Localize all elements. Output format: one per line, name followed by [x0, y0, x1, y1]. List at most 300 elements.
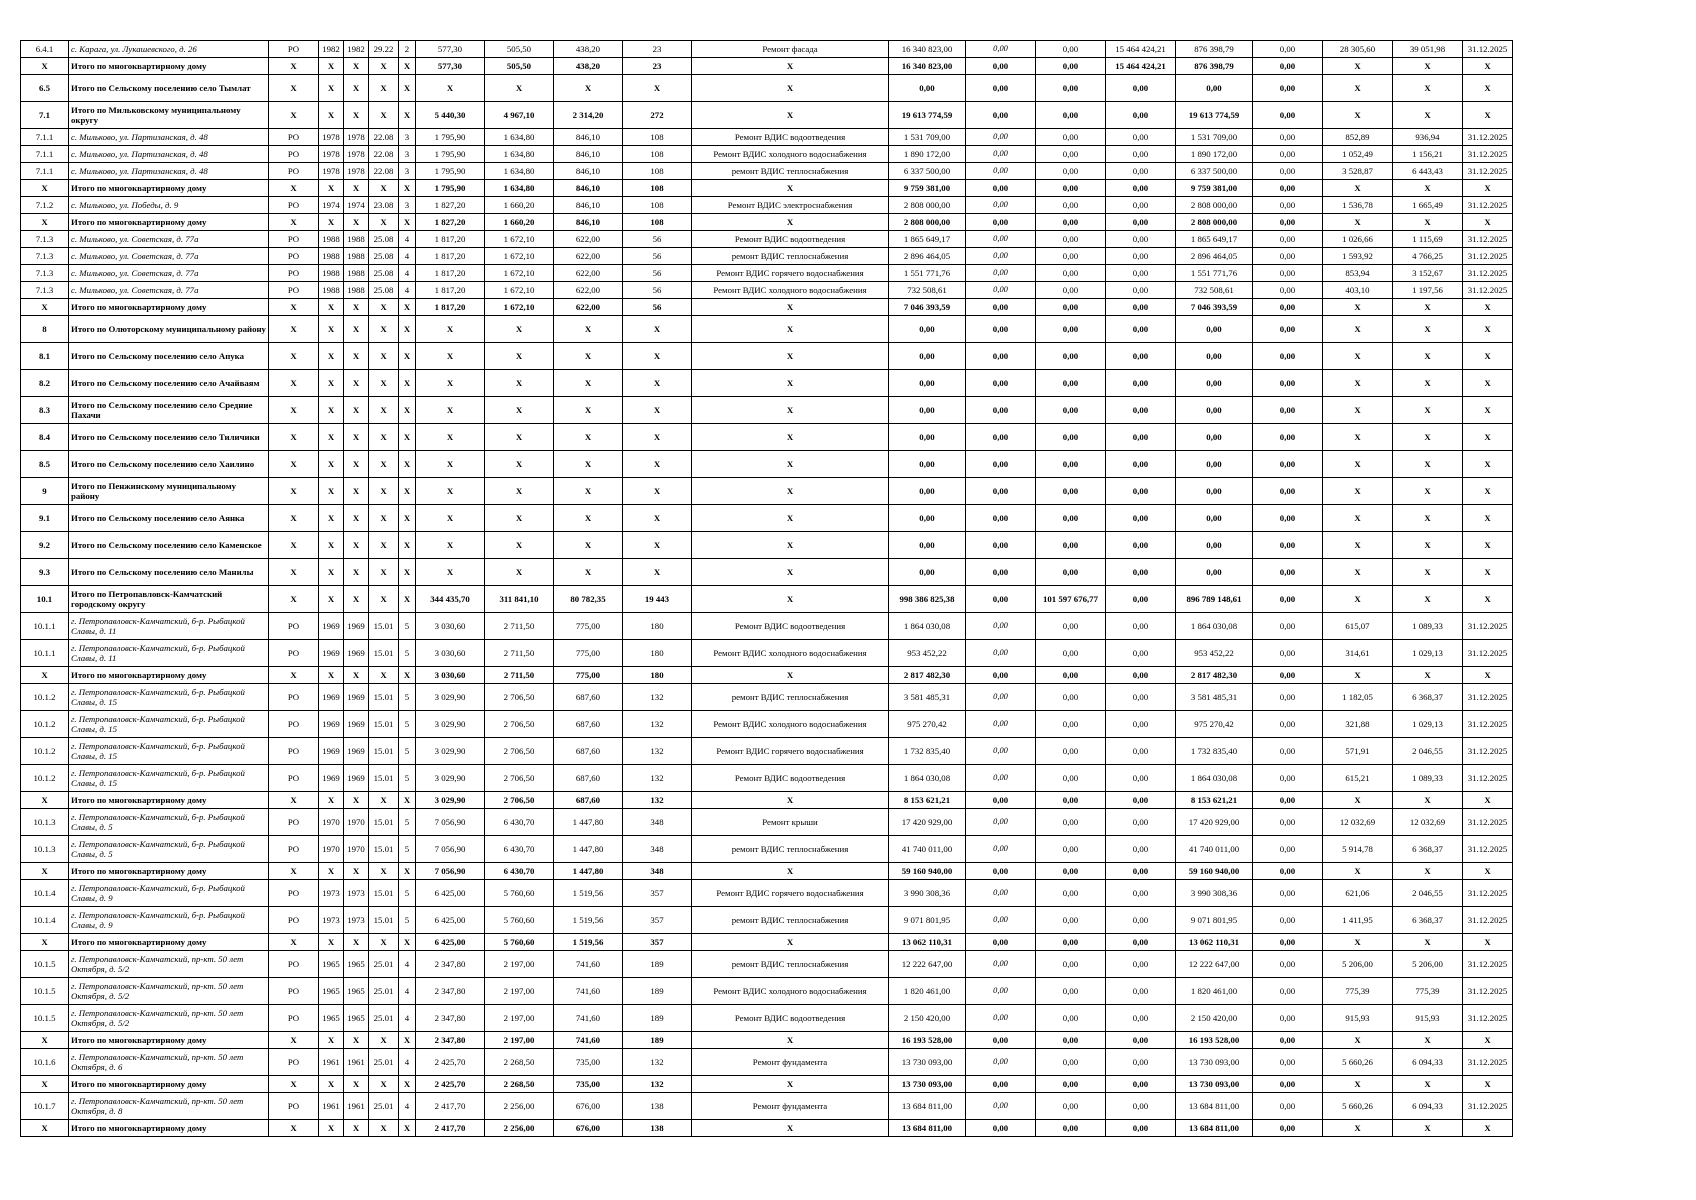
table-cell: X — [344, 58, 369, 75]
table-cell: X — [319, 505, 344, 532]
table-cell: Итого по Сельскому поселению село Хаилино — [69, 451, 269, 478]
total-row — [21, 58, 1513, 75]
table-cell: 0,00 — [1253, 738, 1323, 765]
table-cell: 1988 — [319, 231, 344, 248]
table-cell: X — [21, 934, 69, 951]
table-cell: 8.4 — [21, 424, 69, 451]
table-cell: 1 447,80 — [554, 863, 623, 880]
table-cell: Итого по многоквартирному дому — [69, 1120, 269, 1137]
table-cell: 0,00 — [1253, 836, 1323, 863]
table-cell: X — [369, 397, 399, 424]
table-cell: X — [692, 792, 889, 809]
table-cell: X — [319, 1032, 344, 1049]
table-cell: 953 452,22 — [889, 640, 966, 667]
table-cell: 0,00 — [1253, 343, 1323, 370]
table-cell: X — [1463, 1076, 1513, 1093]
table-cell: X — [1393, 370, 1463, 397]
table-cell: г. Петропавловск-Камчатский, пр-кт. 50 лет Октября, д. 8 — [69, 1093, 269, 1120]
table-cell: Итого по многоквартирному дому — [69, 299, 269, 316]
table-cell: 0,00 — [1106, 370, 1176, 397]
table-cell: 1 827,20 — [416, 197, 485, 214]
table-cell: 0,00 — [966, 792, 1036, 809]
table-cell: 0,00 — [1106, 129, 1176, 146]
table-cell: 1974 — [344, 197, 369, 214]
table-cell: X — [319, 532, 344, 559]
table-cell: 1 660,20 — [485, 214, 554, 231]
table-cell: 0,00 — [966, 180, 1036, 197]
table-cell: 31.12.2025 — [1463, 163, 1513, 180]
table-cell: 0,00 — [1106, 505, 1176, 532]
table-cell: 0,00 — [889, 424, 966, 451]
table-cell: 15.01 — [369, 613, 399, 640]
table-cell: 5 440,30 — [416, 102, 485, 129]
table-cell: 505,50 — [485, 41, 554, 58]
table-cell: 9 759 381,00 — [889, 180, 966, 197]
table-cell: X — [399, 586, 416, 613]
table-cell: ремонт ВДИС теплоснабжения — [692, 951, 889, 978]
table-cell: Итого по многоквартирному дому — [69, 180, 269, 197]
table-cell: 0,00 — [889, 559, 966, 586]
total-row — [21, 299, 1513, 316]
table-cell: X — [1323, 370, 1393, 397]
table-cell: 0,00 — [1106, 75, 1176, 102]
table-cell: X — [692, 667, 889, 684]
table-cell: 0,00 — [1036, 265, 1106, 282]
table-cell: 0,00 — [966, 248, 1036, 265]
total-row — [21, 75, 1513, 102]
table-cell: X — [416, 505, 485, 532]
table-cell: X — [1463, 478, 1513, 505]
table-cell: 0,00 — [1176, 505, 1253, 532]
table-cell: 1961 — [319, 1049, 344, 1076]
table-cell: 5 — [399, 836, 416, 863]
table-cell: 0,00 — [1106, 248, 1176, 265]
table-cell: X — [369, 370, 399, 397]
table-cell: 0,00 — [1253, 163, 1323, 180]
table-cell: 0,00 — [1253, 880, 1323, 907]
table-cell: 0,00 — [1036, 163, 1106, 180]
table-cell: 0,00 — [1253, 559, 1323, 586]
table-cell: 15.01 — [369, 684, 399, 711]
table-cell: 0,00 — [1036, 180, 1106, 197]
table-cell: X — [485, 559, 554, 586]
table-cell: 1970 — [319, 836, 344, 863]
table-cell: 6 430,70 — [485, 836, 554, 863]
table-cell: Ремонт фундамента — [692, 1093, 889, 1120]
table-cell: Ремонт ВДИС горячего водоснабжения — [692, 880, 889, 907]
table-row — [21, 146, 1513, 163]
table-cell: X — [369, 863, 399, 880]
table-cell: 12 032,69 — [1393, 809, 1463, 836]
table-cell: 0,00 — [889, 343, 966, 370]
table-cell: 8 — [21, 316, 69, 343]
table-cell: 56 — [623, 231, 692, 248]
table-cell: X — [344, 299, 369, 316]
table-cell: 1988 — [344, 248, 369, 265]
table-cell: X — [1393, 667, 1463, 684]
table-cell: X — [269, 424, 319, 451]
table-cell: 2 046,55 — [1393, 880, 1463, 907]
table-cell: с. Мильково, ул. Советская, д. 77а — [69, 248, 269, 265]
table-cell: г. Петропавловск-Камчатский, б-р. Рыбацкой Славы, д. 9 — [69, 907, 269, 934]
table-cell: X — [1463, 316, 1513, 343]
table-cell: X — [269, 667, 319, 684]
table-cell: 3 990 308,36 — [889, 880, 966, 907]
table-cell: X — [399, 559, 416, 586]
table-cell: 7 056,90 — [416, 809, 485, 836]
table-cell: 1969 — [319, 765, 344, 792]
table-cell: 1988 — [344, 282, 369, 299]
table-cell: X — [1393, 214, 1463, 231]
table-cell: 29.22 — [369, 41, 399, 58]
table-cell: X — [623, 451, 692, 478]
table-cell: 1969 — [319, 738, 344, 765]
table-cell: 2 808 000,00 — [889, 214, 966, 231]
table-cell: 0,00 — [1106, 613, 1176, 640]
table-cell: 1 551 771,76 — [889, 265, 966, 282]
table-cell: 0,00 — [966, 102, 1036, 129]
table-cell: X — [369, 1032, 399, 1049]
table-cell: X — [692, 478, 889, 505]
table-cell: X — [1323, 316, 1393, 343]
table-cell: 1978 — [344, 146, 369, 163]
total-row — [21, 532, 1513, 559]
table-cell: 15.01 — [369, 880, 399, 907]
table-cell: X — [1323, 1120, 1393, 1137]
table-cell: 2 150 420,00 — [889, 1005, 966, 1032]
table-cell: Итого по Сельскому поселению село Ачайваям — [69, 370, 269, 397]
table-cell: 19 613 774,59 — [889, 102, 966, 129]
total-row — [21, 934, 1513, 951]
table-cell: 108 — [623, 197, 692, 214]
table-cell: 5 660,26 — [1323, 1093, 1393, 1120]
table-cell: 0,00 — [1253, 951, 1323, 978]
table-cell: 1969 — [344, 738, 369, 765]
table-cell: 0,00 — [889, 370, 966, 397]
table-cell: 0,00 — [1106, 1120, 1176, 1137]
table-cell: 1982 — [319, 41, 344, 58]
table-cell: 0,00 — [1253, 1076, 1323, 1093]
table-cell: 577,30 — [416, 58, 485, 75]
table-cell: 0,00 — [1036, 559, 1106, 586]
table-cell: 0,00 — [1253, 316, 1323, 343]
table-cell: 1 864 030,08 — [1176, 765, 1253, 792]
table-cell: 0,00 — [966, 934, 1036, 951]
table-cell: 0,00 — [1036, 1076, 1106, 1093]
table-cell: 1965 — [344, 951, 369, 978]
table-cell: 0,00 — [966, 978, 1036, 1005]
table-cell: 1973 — [344, 880, 369, 907]
table-cell: 138 — [623, 1093, 692, 1120]
table-cell: 7 056,90 — [416, 836, 485, 863]
table-cell: 0,00 — [1106, 738, 1176, 765]
table-cell: X — [399, 299, 416, 316]
table-cell: 687,60 — [554, 792, 623, 809]
table-cell: 13 684 811,00 — [889, 1093, 966, 1120]
table-row — [21, 41, 1513, 58]
table-cell: 25.08 — [369, 248, 399, 265]
table-cell: 5 — [399, 907, 416, 934]
table-cell: X — [21, 1076, 69, 1093]
table-cell: 2 417,70 — [416, 1093, 485, 1120]
table-cell: X — [399, 451, 416, 478]
table-cell: 5 914,78 — [1323, 836, 1393, 863]
table-cell: 8.5 — [21, 451, 69, 478]
table-cell: 25.01 — [369, 1049, 399, 1076]
table-cell: 0,00 — [966, 880, 1036, 907]
table-cell: X — [399, 214, 416, 231]
table-cell: РО — [269, 809, 319, 836]
table-cell: г. Петропавловск-Камчатский, б-р. Рыбацкой Славы, д. 5 — [69, 809, 269, 836]
table-cell: 13 684 811,00 — [889, 1120, 966, 1137]
table-cell: 0,00 — [1253, 282, 1323, 299]
table-cell: 0,00 — [966, 863, 1036, 880]
table-cell: 1970 — [344, 836, 369, 863]
table-cell: X — [369, 478, 399, 505]
table-cell: X — [319, 559, 344, 586]
table-cell: 0,00 — [1036, 880, 1106, 907]
table-cell: 132 — [623, 1076, 692, 1093]
table-cell: Итого по Петропавловск-Камчатский городскому округу — [69, 586, 269, 613]
table-cell: X — [1463, 451, 1513, 478]
table-cell: X — [344, 1076, 369, 1093]
table-cell: 180 — [623, 613, 692, 640]
table-cell: X — [399, 667, 416, 684]
table-cell: 189 — [623, 1005, 692, 1032]
table-cell: X — [1463, 667, 1513, 684]
table-cell: 0,00 — [1036, 41, 1106, 58]
table-cell: 0,00 — [1106, 1032, 1176, 1049]
table-cell: 1 519,56 — [554, 934, 623, 951]
table-cell: 31.12.2025 — [1463, 880, 1513, 907]
table-cell: РО — [269, 1093, 319, 1120]
table-cell: Итого по многоквартирному дому — [69, 1032, 269, 1049]
table-cell: 7.1.1 — [21, 163, 69, 180]
table-cell: 0,00 — [1106, 586, 1176, 613]
table-cell: X — [485, 370, 554, 397]
table-cell: X — [416, 478, 485, 505]
table-cell: 896 789 148,61 — [1176, 586, 1253, 613]
table-cell: 0,00 — [1253, 180, 1323, 197]
table-cell: г. Петропавловск-Камчатский, б-р. Рыбацкой Славы, д. 11 — [69, 640, 269, 667]
table-cell: 16 340 823,00 — [889, 58, 966, 75]
table-cell: 25.08 — [369, 282, 399, 299]
table-cell: 0,00 — [966, 75, 1036, 102]
table-cell: 5 — [399, 765, 416, 792]
table-cell: X — [623, 424, 692, 451]
table-cell: 5 — [399, 640, 416, 667]
table-cell: 3 029,90 — [416, 792, 485, 809]
table-cell: 3 — [399, 197, 416, 214]
table-cell: 9 071 801,95 — [889, 907, 966, 934]
table-cell: 1 531 709,00 — [889, 129, 966, 146]
table-cell: 1973 — [319, 880, 344, 907]
table-cell: 6 425,00 — [416, 934, 485, 951]
table-cell: X — [269, 102, 319, 129]
table-cell: X — [485, 397, 554, 424]
table-cell: 1961 — [344, 1049, 369, 1076]
table-cell: X — [1323, 75, 1393, 102]
table-cell: 8.1 — [21, 343, 69, 370]
table-cell: X — [1393, 299, 1463, 316]
table-cell: с. Мильково, ул. Партизанская, д. 48 — [69, 146, 269, 163]
table-cell: X — [269, 397, 319, 424]
table-cell: 4 — [399, 1005, 416, 1032]
table-cell: X — [344, 863, 369, 880]
table-cell: Ремонт ВДИС холодного водоснабжения — [692, 640, 889, 667]
table-cell: 1 660,20 — [485, 197, 554, 214]
table-cell: 0,00 — [1036, 282, 1106, 299]
table-cell: 0,00 — [1036, 934, 1106, 951]
table-cell: 1965 — [344, 1005, 369, 1032]
table-cell: 0,00 — [1106, 836, 1176, 863]
table-cell: 732 508,61 — [1176, 282, 1253, 299]
table-cell: 4 — [399, 282, 416, 299]
table-cell: 0,00 — [1036, 478, 1106, 505]
table-cell: 2 197,00 — [485, 1032, 554, 1049]
table-cell: 6 430,70 — [485, 809, 554, 836]
table-cell: 10.1.3 — [21, 809, 69, 836]
table-cell: РО — [269, 907, 319, 934]
table-cell: г. Петропавловск-Камчатский, б-р. Рыбацкой Славы, д. 15 — [69, 711, 269, 738]
table-cell: 0,00 — [966, 265, 1036, 282]
table-cell: X — [416, 532, 485, 559]
table-cell: 0,00 — [1106, 667, 1176, 684]
table-cell: 622,00 — [554, 299, 623, 316]
table-cell: 622,00 — [554, 282, 623, 299]
table-cell: 6 425,00 — [416, 880, 485, 907]
table-cell: 28 305,60 — [1323, 41, 1393, 58]
table-cell: X — [369, 343, 399, 370]
table-cell: X — [369, 1076, 399, 1093]
table-cell: 39 051,98 — [1393, 41, 1463, 58]
table-cell: 2 197,00 — [485, 1005, 554, 1032]
table-cell: X — [399, 102, 416, 129]
table-cell: 31.12.2025 — [1463, 951, 1513, 978]
table-cell: 1 865 649,17 — [889, 231, 966, 248]
table-cell: X — [623, 532, 692, 559]
table-cell: 571,91 — [1323, 738, 1393, 765]
table-cell: 10.1.4 — [21, 907, 69, 934]
table-cell: РО — [269, 197, 319, 214]
table-cell: X — [319, 343, 344, 370]
table-cell: X — [1463, 559, 1513, 586]
table-cell: 852,89 — [1323, 129, 1393, 146]
table-cell: X — [269, 1076, 319, 1093]
table-cell: X — [21, 299, 69, 316]
table-cell: 0,00 — [1253, 451, 1323, 478]
table-cell: 6 443,43 — [1393, 163, 1463, 180]
table-cell: 1965 — [319, 1005, 344, 1032]
table-cell: 775,39 — [1323, 978, 1393, 1005]
table-cell: 0,00 — [1106, 424, 1176, 451]
total-row — [21, 180, 1513, 197]
table-cell: 272 — [623, 102, 692, 129]
table-cell: Ремонт ВДИС холодного водоснабжения — [692, 711, 889, 738]
table-cell: X — [319, 370, 344, 397]
table-row — [21, 163, 1513, 180]
table-cell: 10.1.5 — [21, 1005, 69, 1032]
table-cell: 101 597 676,77 — [1036, 586, 1106, 613]
table-cell: 1 593,92 — [1323, 248, 1393, 265]
table-cell: РО — [269, 231, 319, 248]
table-cell: X — [21, 863, 69, 880]
table-cell: X — [369, 299, 399, 316]
table-cell: X — [269, 792, 319, 809]
table-cell: 0,00 — [1106, 1093, 1176, 1120]
table-cell: 7 046 393,59 — [1176, 299, 1253, 316]
table-cell: 2 — [399, 41, 416, 58]
table-cell: 31.12.2025 — [1463, 41, 1513, 58]
table-cell: 2 896 464,05 — [889, 248, 966, 265]
table-cell: X — [1463, 532, 1513, 559]
table-cell: 1 029,13 — [1393, 640, 1463, 667]
table-cell: X — [692, 863, 889, 880]
table-cell: X — [1323, 58, 1393, 75]
table-cell: X — [269, 370, 319, 397]
table-cell: 2 706,50 — [485, 711, 554, 738]
table-cell: 741,60 — [554, 951, 623, 978]
table-cell: 0,00 — [1253, 299, 1323, 316]
table-cell: X — [485, 424, 554, 451]
table-cell: 13 730 093,00 — [1176, 1076, 1253, 1093]
table-cell: с. Мильково, ул. Советская, д. 77а — [69, 231, 269, 248]
table-cell: 132 — [623, 1049, 692, 1076]
table-cell: X — [269, 559, 319, 586]
table-cell: X — [1323, 1076, 1393, 1093]
table-cell: X — [485, 478, 554, 505]
table-cell: РО — [269, 163, 319, 180]
table-cell: 5 — [399, 711, 416, 738]
table-cell: X — [269, 478, 319, 505]
table-cell: X — [554, 505, 623, 532]
table-cell: Итого по многоквартирному дому — [69, 934, 269, 951]
table-cell: 1965 — [319, 951, 344, 978]
table-cell: г. Петропавловск-Камчатский, б-р. Рыбацкой Славы, д. 5 — [69, 836, 269, 863]
table-cell: 5 760,60 — [485, 907, 554, 934]
table-cell: 0,00 — [1253, 231, 1323, 248]
table-cell: 138 — [623, 1120, 692, 1137]
table-cell: 0,00 — [1253, 424, 1323, 451]
table-cell: X — [344, 102, 369, 129]
table-cell: X — [399, 934, 416, 951]
table-cell: 59 160 940,00 — [889, 863, 966, 880]
table-cell: 31.12.2025 — [1463, 282, 1513, 299]
table-cell: 41 740 011,00 — [1176, 836, 1253, 863]
table-cell: 0,00 — [1253, 613, 1323, 640]
table-cell: X — [399, 75, 416, 102]
table-cell: X — [344, 214, 369, 231]
table-cell: X — [1323, 424, 1393, 451]
table-cell: 13 062 110,31 — [889, 934, 966, 951]
table-cell: 0,00 — [1036, 214, 1106, 231]
table-cell: X — [1463, 343, 1513, 370]
table-cell: 1970 — [344, 809, 369, 836]
table-cell: X — [416, 451, 485, 478]
table-cell: 1 865 649,17 — [1176, 231, 1253, 248]
table-cell: X — [399, 478, 416, 505]
table-cell: X — [554, 75, 623, 102]
table-cell: 1988 — [344, 231, 369, 248]
table-cell: 0,00 — [966, 1120, 1036, 1137]
table-cell: X — [344, 451, 369, 478]
table-cell: 0,00 — [1036, 532, 1106, 559]
table-cell: 0,00 — [889, 75, 966, 102]
table-cell: 132 — [623, 684, 692, 711]
table-cell: 953 452,22 — [1176, 640, 1253, 667]
table-cell: X — [344, 370, 369, 397]
table-cell: 311 841,10 — [485, 586, 554, 613]
